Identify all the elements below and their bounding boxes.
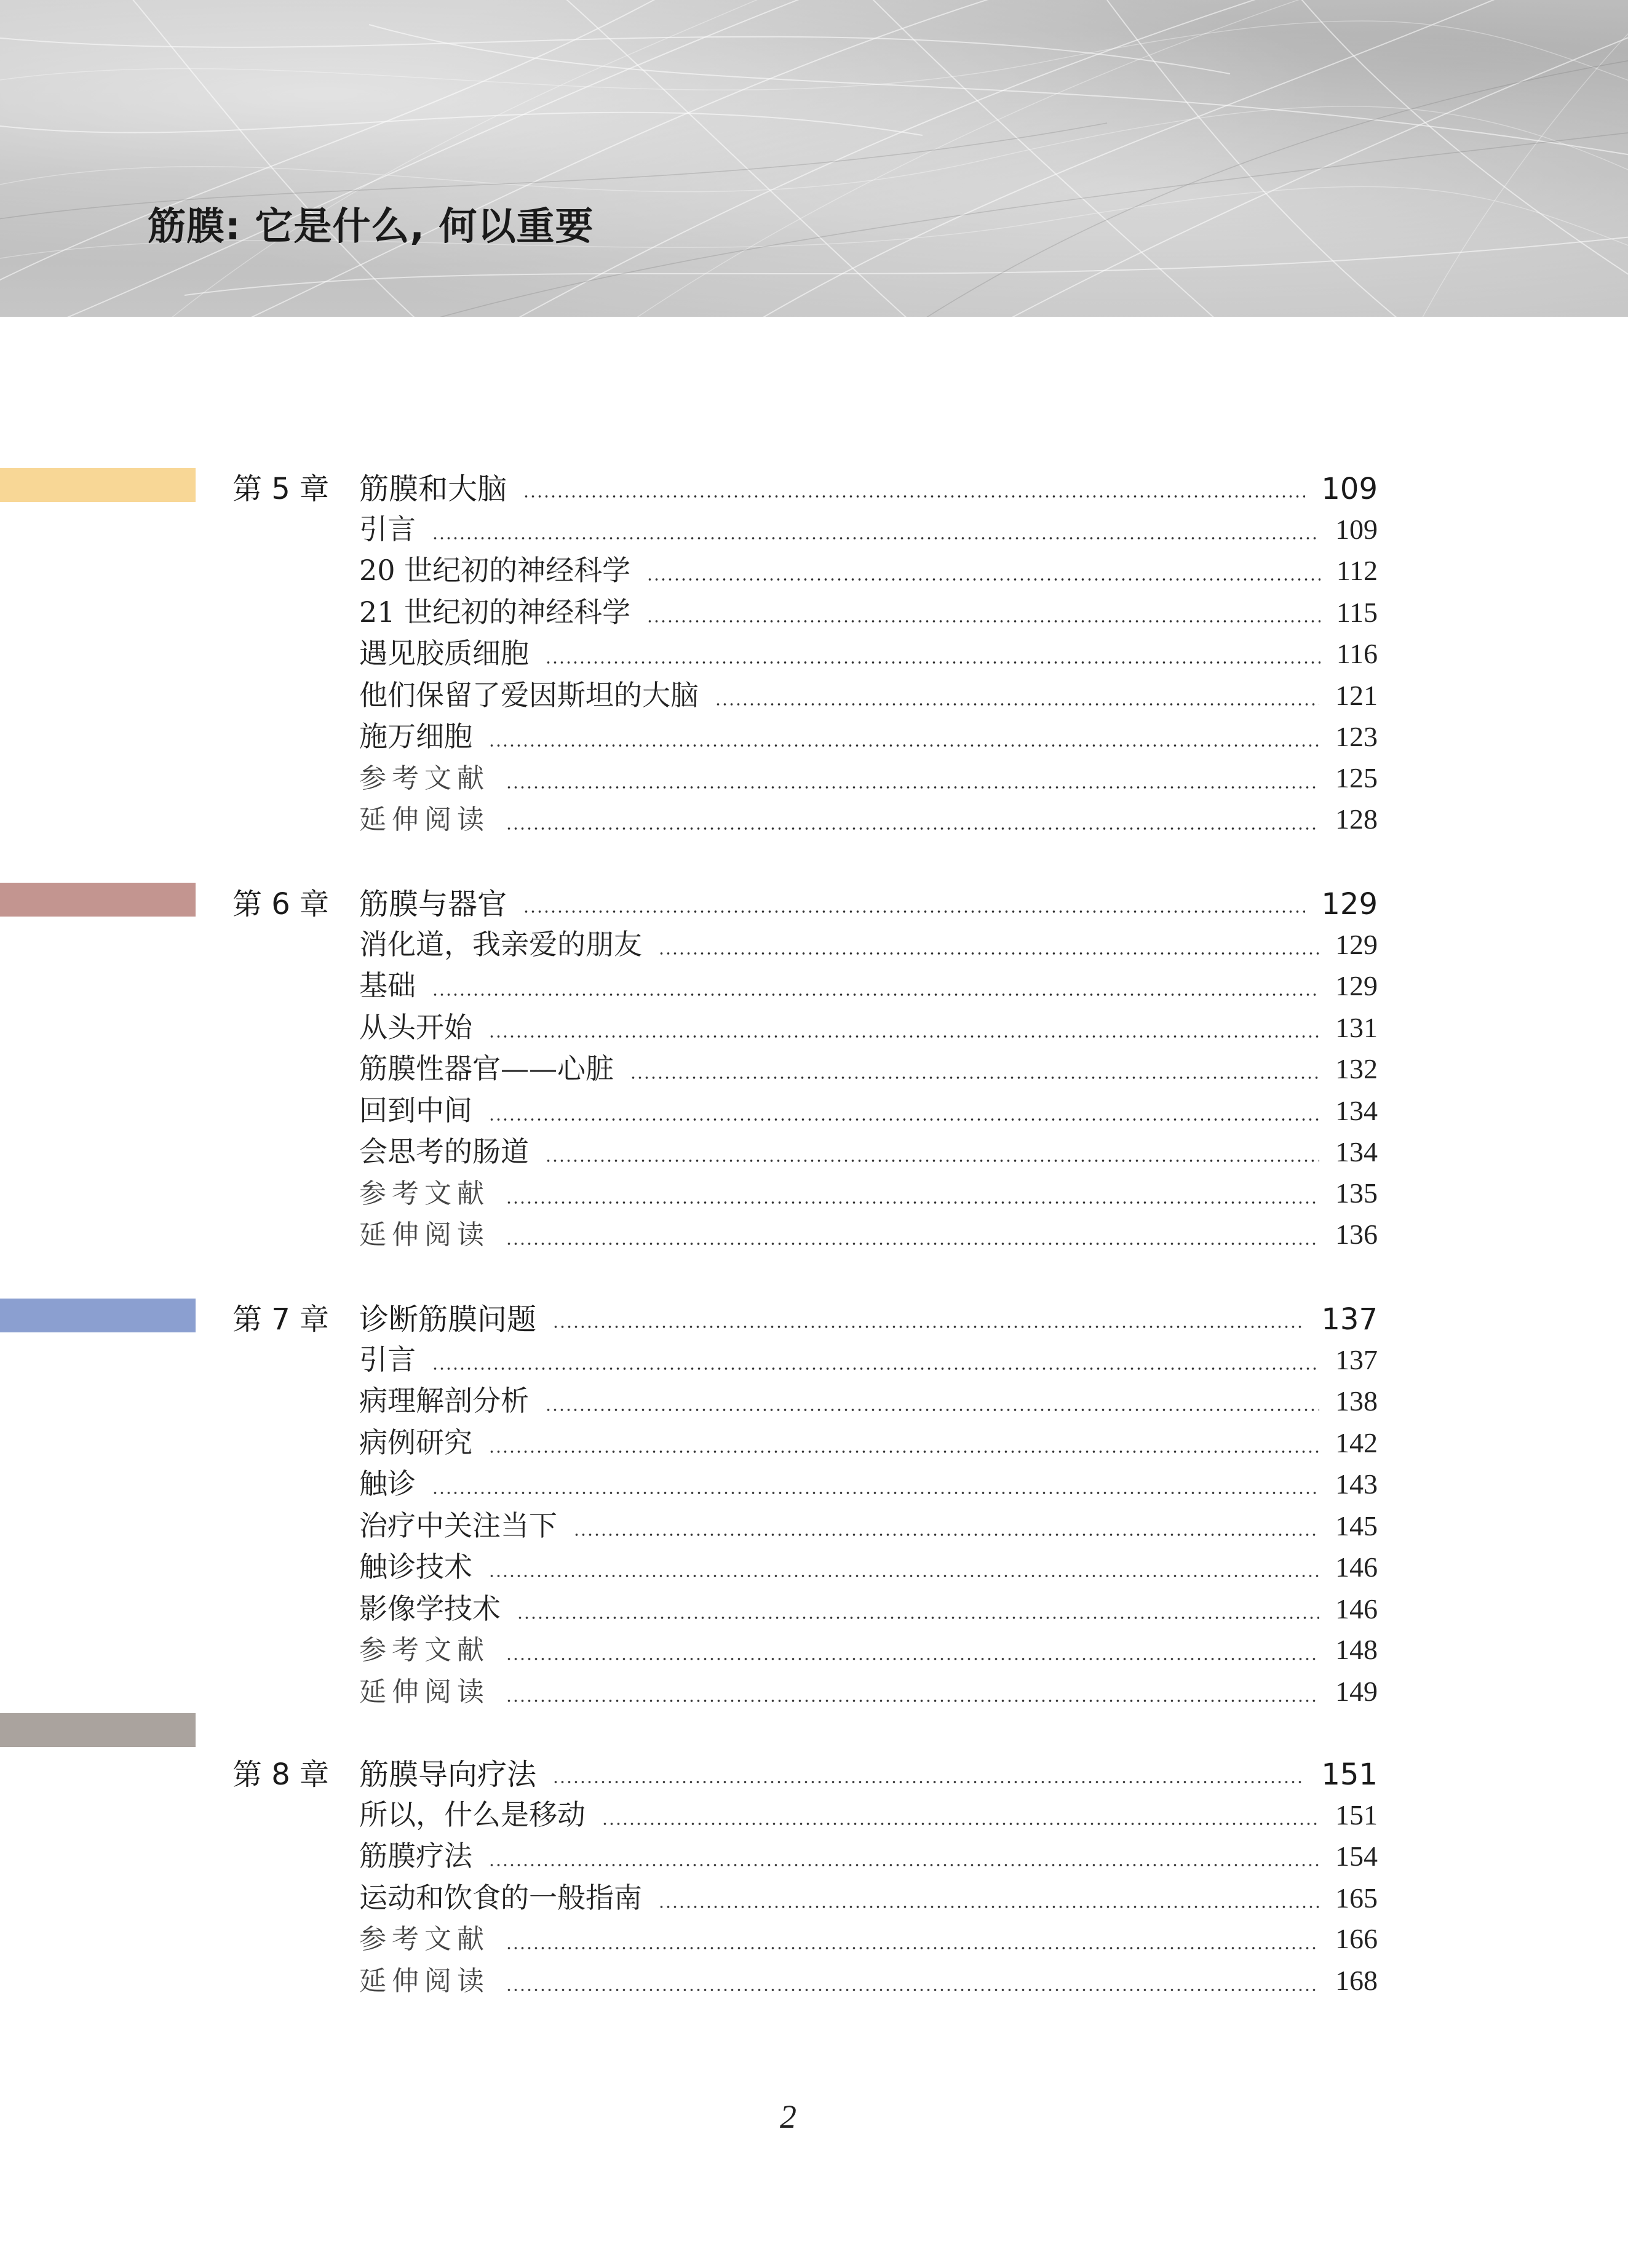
section-title: 参考文献: [359, 1924, 490, 1955]
toc-section-row[interactable]: [0, 1545, 1628, 1584]
page-number-ref: 142: [1335, 1427, 1378, 1458]
toc-section-row[interactable]: [0, 1793, 1628, 1832]
chapter-number: 第 8 章: [232, 1757, 330, 1792]
section-title: 治疗中关注当下: [359, 1509, 557, 1542]
page-number-ref: 129: [1335, 970, 1378, 1001]
page-number: 2: [780, 2098, 796, 2135]
toc-section-row[interactable]: [0, 1876, 1628, 1915]
toc-further-reading-row[interactable]: [0, 1212, 1628, 1252]
page-number-ref: 137: [1335, 1344, 1378, 1375]
section-title: 触诊: [359, 1467, 416, 1500]
section-title: 延伸阅读: [359, 804, 490, 835]
chapter-number: 第 6 章: [232, 887, 330, 921]
section-title: 消化道，我亲爱的朋友: [359, 928, 642, 961]
page-number-ref: 165: [1335, 1882, 1378, 1914]
section-title: 引言: [359, 1343, 416, 1376]
page-number-ref: 145: [1335, 1510, 1378, 1542]
dot-leader: [506, 786, 1319, 789]
dot-leader: [506, 1242, 1319, 1246]
section-title: 延伸阅读: [359, 1219, 490, 1251]
fiber-texture-graphic: [0, 0, 1628, 317]
toc-section-row[interactable]: [0, 1420, 1628, 1460]
page-number-ref: 138: [1335, 1385, 1378, 1417]
dot-leader: [658, 952, 1319, 955]
toc-section-row[interactable]: [0, 673, 1628, 712]
chapter-number: 第 7 章: [232, 1302, 330, 1337]
chapter-number: 第 5 章: [232, 472, 330, 506]
chapter-title: 筋膜导向疗法: [359, 1757, 537, 1792]
dot-leader: [630, 1076, 1319, 1080]
section-title: 20 世纪初的神经科学: [359, 554, 631, 587]
toc-chapter-row[interactable]: [0, 880, 1628, 920]
section-title: 筋膜性器官——心脏: [359, 1052, 614, 1085]
section-title: 遇见胶质细胞: [359, 637, 529, 670]
toc-references-row[interactable]: [0, 756, 1628, 795]
dot-leader: [552, 1780, 1305, 1784]
toc-references-row[interactable]: [0, 1917, 1628, 1956]
page-number-ref: 109: [1335, 514, 1378, 545]
dot-leader: [432, 536, 1319, 540]
dot-leader: [432, 1491, 1319, 1495]
page-number-ref: 136: [1335, 1219, 1378, 1250]
dot-leader: [646, 578, 1320, 581]
dot-leader: [523, 495, 1305, 498]
section-title: 基础: [359, 969, 416, 1002]
chapter-title: 筋膜与器官: [359, 887, 507, 921]
page-number-ref: 112: [1336, 555, 1378, 586]
page-number-ref: 129: [1335, 929, 1378, 960]
section-title: 回到中间: [359, 1094, 472, 1127]
dot-leader: [432, 993, 1319, 997]
section-title: 病例研究: [359, 1426, 472, 1459]
dot-leader: [488, 1450, 1319, 1454]
section-title: 延伸阅读: [359, 1965, 490, 1997]
dot-leader: [506, 1988, 1319, 1992]
section-title: 参考文献: [359, 763, 490, 794]
page-number-ref: 154: [1335, 1840, 1378, 1872]
page-number-ref: 146: [1335, 1551, 1378, 1583]
page-number-ref: 166: [1335, 1923, 1378, 1954]
section-title: 施万细胞: [359, 720, 472, 753]
page-number-ref: 137: [1321, 1302, 1378, 1337]
toc-section-row[interactable]: [0, 1337, 1628, 1377]
toc-section-row[interactable]: [0, 507, 1628, 546]
toc-section-row[interactable]: [0, 963, 1628, 1003]
dot-leader: [488, 1863, 1319, 1867]
section-title: 触诊技术: [359, 1550, 472, 1583]
toc-section-row[interactable]: [0, 1462, 1628, 1501]
dot-leader: [488, 1035, 1319, 1038]
page-number-ref: 134: [1335, 1136, 1378, 1168]
section-title: 影像学技术: [359, 1592, 501, 1625]
toc-chapter-row[interactable]: [0, 1751, 1628, 1790]
toc-references-row[interactable]: [0, 1171, 1628, 1211]
toc-section-row[interactable]: [0, 1129, 1628, 1169]
section-title: 从头开始: [359, 1011, 472, 1044]
dot-leader: [517, 1616, 1319, 1620]
page-number-ref: 121: [1335, 680, 1378, 711]
section-title: 引言: [359, 512, 416, 546]
page-number-ref: 151: [1335, 1799, 1378, 1831]
dot-leader: [488, 744, 1319, 747]
dot-leader: [545, 1408, 1319, 1412]
toc-further-reading-row[interactable]: [0, 797, 1628, 837]
toc-section-row[interactable]: [0, 1088, 1628, 1128]
dot-leader: [715, 702, 1319, 706]
page-number-ref: 149: [1335, 1676, 1378, 1707]
dot-leader: [646, 619, 1320, 623]
dot-leader: [506, 827, 1319, 830]
dot-leader: [658, 1905, 1319, 1909]
page-number-ref: 132: [1335, 1053, 1378, 1084]
toc-section-row[interactable]: [0, 922, 1628, 961]
toc-section-row[interactable]: [0, 1005, 1628, 1044]
dot-leader: [506, 1946, 1319, 1950]
section-title: 所以，什么是移动: [359, 1798, 586, 1831]
toc-section-row[interactable]: [0, 714, 1628, 754]
toc-section-row[interactable]: [0, 1379, 1628, 1418]
toc-section-row[interactable]: [0, 1503, 1628, 1543]
dot-leader: [432, 1367, 1319, 1371]
toc-chapter-row[interactable]: [0, 1295, 1628, 1335]
toc-chapter-row[interactable]: [0, 465, 1628, 504]
toc-section-row[interactable]: [0, 1586, 1628, 1626]
chapter-title: 筋膜和大脑: [359, 472, 507, 506]
dot-leader: [506, 1657, 1319, 1661]
page-number-ref: 109: [1321, 472, 1378, 506]
toc-further-reading-row[interactable]: [0, 1959, 1628, 1998]
section-title: 运动和饮食的一般指南: [359, 1881, 642, 1914]
section-title: 参考文献: [359, 1178, 490, 1209]
page-number-ref: 123: [1335, 721, 1378, 752]
section-title: 延伸阅读: [359, 1676, 490, 1708]
section-title: 病理解剖分析: [359, 1384, 529, 1417]
toc-section-row[interactable]: [0, 1046, 1628, 1086]
dot-leader: [523, 910, 1305, 913]
page-number-ref: 131: [1335, 1012, 1378, 1043]
chapter-8-color-bar: [0, 1713, 196, 1747]
dot-leader: [506, 1699, 1319, 1703]
toc-section-row[interactable]: [0, 548, 1628, 587]
toc-further-reading-row[interactable]: [0, 1669, 1628, 1709]
toc-references-row[interactable]: [0, 1628, 1628, 1667]
section-title: 会思考的肠道: [359, 1135, 529, 1168]
dot-leader: [602, 1822, 1319, 1826]
toc-section-row[interactable]: [0, 590, 1628, 629]
section-title: 筋膜疗法: [359, 1839, 472, 1872]
dot-leader: [552, 1325, 1305, 1329]
dot-leader: [545, 1159, 1319, 1163]
page-number-ref: 115: [1336, 597, 1378, 628]
section-title: 21 世纪初的神经科学: [359, 595, 631, 629]
chapter-title: 诊断筋膜问题: [359, 1302, 537, 1337]
page-number-ref: 146: [1335, 1593, 1378, 1625]
header-title: 筋膜: 它是什么, 何以重要: [148, 204, 594, 249]
dot-leader: [488, 1574, 1319, 1578]
page-number-ref: 135: [1335, 1177, 1378, 1209]
dot-leader: [506, 1201, 1319, 1204]
dot-leader: [545, 661, 1320, 664]
page-number-ref: 116: [1336, 638, 1378, 669]
page-number-ref: 148: [1335, 1634, 1378, 1665]
page-number-ref: 134: [1335, 1095, 1378, 1126]
page-number-ref: 128: [1335, 803, 1378, 835]
dot-leader: [573, 1533, 1319, 1537]
page-number-ref: 143: [1335, 1468, 1378, 1500]
page-number-ref: 168: [1335, 1965, 1378, 1996]
dot-leader: [488, 1118, 1319, 1121]
header-banner: [0, 0, 1628, 317]
page-number-ref: 125: [1335, 762, 1378, 794]
toc-section-row[interactable]: [0, 1834, 1628, 1873]
section-title: 参考文献: [359, 1634, 490, 1666]
section-title: 他们保留了爱因斯坦的大脑: [359, 678, 699, 712]
page-number-ref: 151: [1321, 1757, 1378, 1792]
toc-section-row[interactable]: [0, 631, 1628, 670]
page-number-ref: 129: [1321, 887, 1378, 921]
